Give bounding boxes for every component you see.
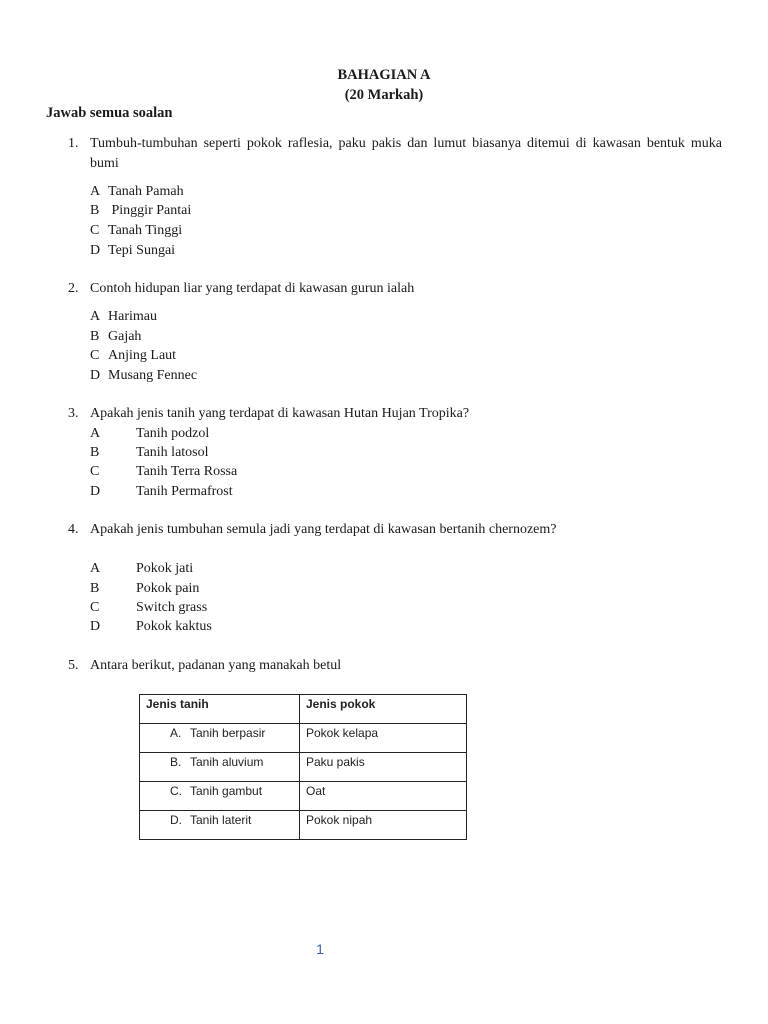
- option-letter: B: [90, 329, 100, 344]
- option-text: Tanih latosol: [136, 445, 209, 460]
- question-number: 3.: [68, 406, 79, 421]
- option-letter: D: [90, 619, 101, 634]
- soil-cell: [140, 782, 300, 811]
- option-letter: B: [90, 581, 100, 596]
- option-text: Musang Fennec: [108, 368, 198, 383]
- instruction: Jawab semua soalan: [46, 105, 173, 121]
- option-text: Switch grass: [136, 600, 208, 615]
- plant-cell: Pokok nipah: [300, 811, 467, 840]
- option-letter: A: [90, 309, 101, 324]
- option-letter: C: [90, 600, 100, 615]
- plant-cell: Paku pakis: [300, 753, 467, 782]
- soil-type: Tanih gambut: [190, 784, 263, 798]
- table-row: [140, 811, 467, 840]
- option-letter: A: [90, 426, 101, 441]
- table-row: [140, 753, 467, 782]
- option-letter: A: [90, 561, 101, 576]
- soil-cell: [140, 811, 300, 840]
- row-letter: D.: [170, 813, 182, 827]
- option-text: Tanih Terra Rossa: [136, 464, 238, 479]
- question-text: Contoh hidupan liar yang terdapat di kawasan gurun ialah: [90, 281, 415, 296]
- option-text: Pokok kaktus: [136, 619, 212, 634]
- option-letter: C: [90, 223, 100, 238]
- option-text: Gajah: [108, 329, 142, 344]
- marks-label: (20 Markah): [344, 87, 424, 103]
- option-text: Pinggir Pantai: [108, 203, 192, 218]
- option-letter: B: [90, 203, 100, 218]
- question-number: 4.: [68, 522, 79, 537]
- question-text: Apakah jenis tumbuhan semula jadi yang terdapat di kawasan bertanih chernozem?: [90, 522, 557, 537]
- question-number: 2.: [68, 281, 79, 296]
- page-number: 1: [316, 941, 324, 957]
- soil-cell: [140, 753, 300, 782]
- option-text: Harimau: [108, 309, 157, 324]
- plant-cell: Oat: [300, 782, 467, 811]
- soil-type: Tanih aluvium: [190, 755, 264, 769]
- question-number: 1.: [68, 136, 79, 151]
- option-text: Tanah Pamah: [108, 184, 184, 199]
- row-letter: C.: [170, 784, 182, 798]
- question-number: 5.: [68, 658, 79, 673]
- option-text: Pokok jati: [136, 561, 194, 576]
- row-letter: A.: [170, 726, 182, 740]
- row-letter: B.: [170, 755, 182, 769]
- table-row: [140, 782, 467, 811]
- option-text: Anjing Laut: [108, 348, 177, 363]
- plant-cell: Pokok kelapa: [300, 724, 467, 753]
- table-header-row: [140, 695, 467, 724]
- option-letter: C: [90, 348, 100, 363]
- option-text: Tanah Tinggi: [108, 223, 183, 238]
- table-row: [140, 724, 467, 753]
- option-letter: D: [90, 484, 101, 499]
- soil-type: Tanih laterit: [190, 813, 252, 827]
- soil-type: Tanih berpasir: [190, 726, 266, 740]
- section-title: BAHAGIAN A: [337, 67, 431, 83]
- soil-cell: [140, 724, 300, 753]
- column-header-soil: Jenis tanih: [140, 695, 300, 724]
- matching-table: [139, 694, 467, 840]
- option-letter: C: [90, 464, 100, 479]
- option-letter: D: [90, 243, 101, 258]
- question-text: Tumbuh-tumbuhan seperti pokok raflesia, paku pakis dan lumut biasanya ditemui di kawasan bentuk muka bumi: [90, 136, 722, 171]
- option-text: Tepi Sungai: [108, 243, 176, 258]
- question-text: Apakah jenis tanih yang terdapat di kawasan Hutan Hujan Tropika?: [90, 406, 470, 421]
- question-text: Antara berikut, padanan yang manakah betul: [90, 658, 342, 673]
- option-letter: D: [90, 368, 101, 383]
- column-header-plant: Jenis pokok: [300, 695, 467, 724]
- option-letter: B: [90, 445, 100, 460]
- option-letter: A: [90, 184, 101, 199]
- option-text: Tanih podzol: [136, 426, 210, 441]
- option-text: Tanih Permafrost: [136, 484, 233, 499]
- option-text: Pokok pain: [136, 581, 200, 596]
